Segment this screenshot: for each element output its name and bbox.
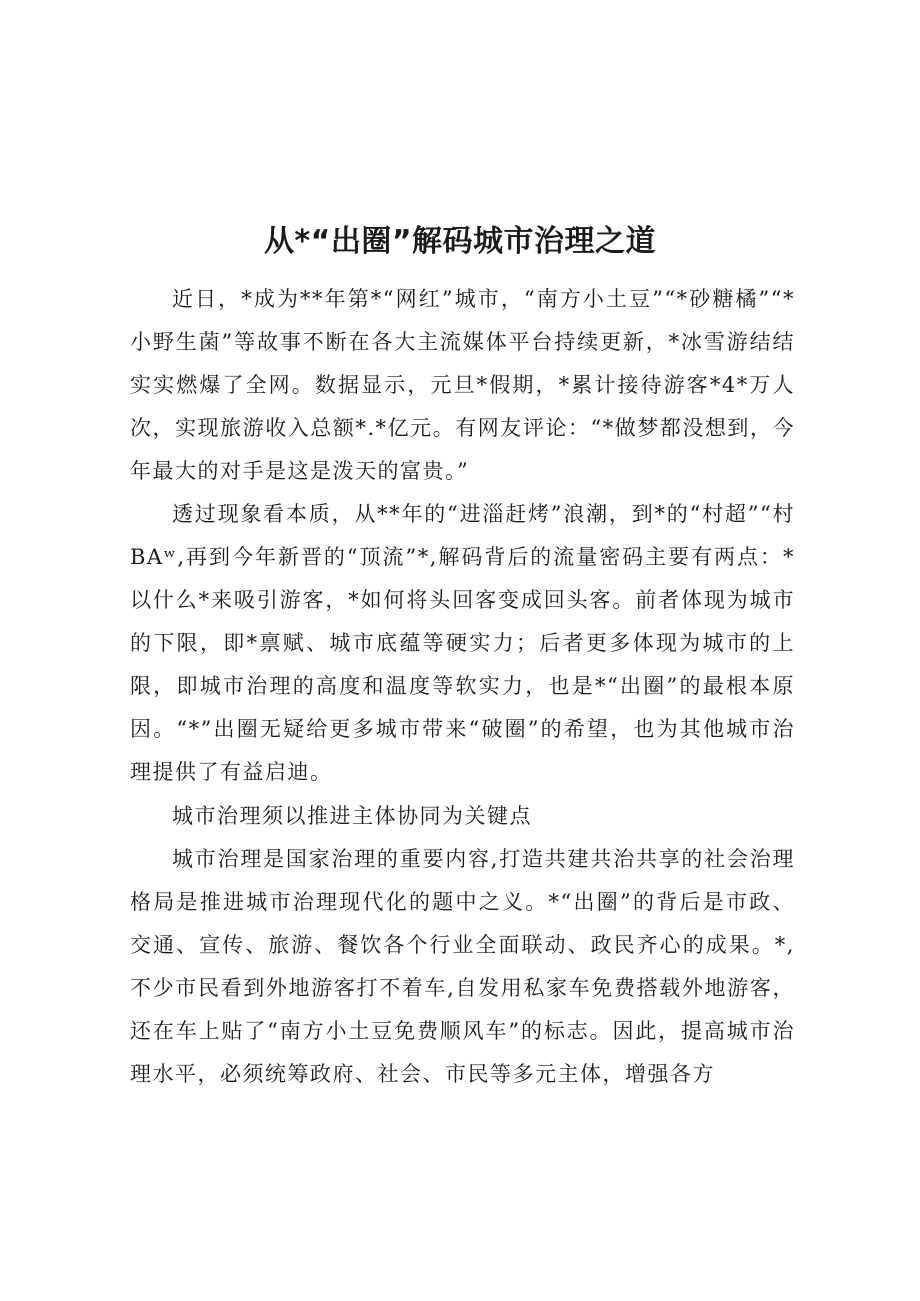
section-heading: 城市治理须以推进主体协同为关键点 bbox=[172, 804, 532, 828]
paragraph-1: 近日，*成为**年第*“网红”城市，“南方小土豆”“*砂糖橘”“*小野生菌”等故事不断在各大主流媒体平台持续更新，*冰雪游结结实实燃爆了全网。数据显示，元旦*假期，*累计接待游客*4*万人次，实现旅游收入总额*.*亿元。有网友评论：“*做梦都没想到，今年最大的对手是这是泼天的富贵。” bbox=[130, 287, 795, 483]
page-title: 从*“出圈”解码城市治理之道 bbox=[263, 224, 657, 259]
paragraph-3: 城市治理是国家治理的重要内容,打造共建共治共享的社会治理格局是推进城市治理现代化的题中之义。*“出圈”的背后是市政、交通、宣传、旅游、餐饮各个行业全面联动、政民齐心的成果。*,不少市民看到外地游客打不着车,自发用私家车免费搭载外地游客，还在车上贴了“南方小土豆免费顺风车”的标志。因此，提高城市治理水平，必须统筹政府、社会、市民等多元主体，增强各方 bbox=[130, 847, 795, 1086]
paragraph-2: 透过现象看本质，从**年的“进淄赶烤”浪潮，到*的“村超”“村BAʷ,再到今年新晋的“顶流”*,解码背后的流量密码主要有两点：*以什么*来吸引游客，*如何将头回客变成回头客。前者体现为城市的下限，即*禀赋、城市底蕴等硬实力；后者更多体现为城市的上限，即城市治理的高度和温度等软实力，也是*“出圈”的最根本原因。“*”出圈无疑给更多城市带来“破圈”的希望，也为其他城市治理提供了有益启迪。 bbox=[130, 502, 795, 784]
